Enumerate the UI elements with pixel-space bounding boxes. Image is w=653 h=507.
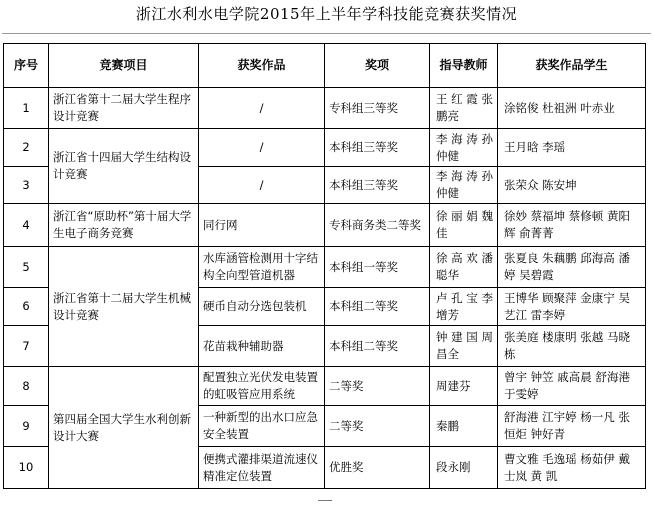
cell-no: 3 [4, 167, 49, 204]
cell-students: 张荣众 陈安坤 [498, 167, 646, 204]
cell-no: 4 [4, 204, 49, 247]
table-row [4, 129, 646, 167]
cell-teacher: 秦鹏 [430, 406, 498, 447]
cell-teacher: 王 红 霞 张鹏亮 [430, 88, 498, 129]
cell-teacher: 卢 孔 宝 李增芳 [430, 288, 498, 326]
cell-teacher: 李 海 涛 孙仲健 [430, 167, 498, 204]
cell-students: 徐妙 蔡福坤 蔡修顿 黄阳辉 俞菁菁 [498, 204, 646, 247]
cell-teacher: 段永刚 [430, 447, 498, 489]
cell-work: / [199, 88, 325, 129]
cell-work: 水库涵管检测用十字结构全向型管道机器 [199, 247, 325, 288]
header-students: 获奖作品学生 [498, 44, 646, 88]
cell-teacher: 李 海 涛 孙仲健 [430, 129, 498, 167]
cell-work: 同行网 [199, 204, 325, 247]
header-teacher: 指导教师 [430, 44, 498, 88]
cell-award: 二等奖 [325, 406, 430, 447]
cell-work: 配置独立光伏发电装置的虹吸管应用系统 [199, 367, 325, 406]
cell-no: 1 [4, 88, 49, 129]
table-row [4, 88, 646, 129]
cell-award: 专科组三等奖 [325, 88, 430, 129]
header-award: 奖项 [325, 44, 430, 88]
cell-work: 硬币自动分选包装机 [199, 288, 325, 326]
cell-no: 9 [4, 406, 49, 447]
cell-students: 张夏良 朱藕鹏 邱海高 潘婷 吴碧霞 [498, 247, 646, 288]
cell-competition: 第四届全国大学生水利创新设计大赛 [49, 367, 199, 489]
cell-teacher: 徐 高 欢 潘聪华 [430, 247, 498, 288]
header-no: 序号 [4, 44, 49, 88]
cell-work: 花苗栽种辅助器 [199, 326, 325, 367]
cell-award: 本科组三等奖 [325, 167, 430, 204]
header-work: 获奖作品 [199, 44, 325, 88]
cell-students: 王月晗 李瑶 [498, 129, 646, 167]
cell-no: 10 [4, 447, 49, 489]
cell-work: 一种新型的出水口应急安全装置 [199, 406, 325, 447]
cell-students: 涂铭俊 杜祖洲 叶赤业 [498, 88, 646, 129]
cell-competition: 浙江省“原助杯”第十届大学生电子商务竞赛 [49, 204, 199, 247]
table-row [4, 367, 646, 406]
cell-work: / [199, 167, 325, 204]
cell-no: 2 [4, 129, 49, 167]
table-row [4, 247, 646, 288]
cell-teacher: 钟 建 国 周昌全 [430, 326, 498, 367]
cell-work: 便携式灌排渠道流速仪精准定位装置 [199, 447, 325, 489]
cell-no: 5 [4, 247, 49, 288]
cell-award: 优胜奖 [325, 447, 430, 489]
cell-competition: 浙江省第十二届大学生程序设计竞赛 [49, 88, 199, 129]
cell-students: 曹文雅 毛逸瑶 杨茹伊 戴士岚 黄 凯 [498, 447, 646, 489]
page-edge-mark [318, 500, 332, 507]
header-competition: 竞赛项目 [49, 44, 199, 88]
table-header-row [4, 44, 646, 88]
title-divider [2, 33, 651, 34]
cell-award: 二等奖 [325, 367, 430, 406]
cell-work: / [199, 129, 325, 167]
cell-students: 王博华 顾聚萍 金康宁 吴艺江 雷李婷 [498, 288, 646, 326]
cell-award: 本科组二等奖 [325, 326, 430, 367]
cell-award: 本科组三等奖 [325, 129, 430, 167]
cell-teacher: 周建芬 [430, 367, 498, 406]
page-title: 浙江水利水电学院2015年上半年学科技能竞赛获奖情况 [135, 5, 518, 23]
cell-students: 曾宇 钟笠 戚高晨 舒海港 于雯婷 [498, 367, 646, 406]
cell-competition: 浙江省第十二届大学生机械设计竞赛 [49, 247, 199, 367]
cell-award: 本科组一等奖 [325, 247, 430, 288]
cell-students: 张美庭 楼康明 张越 马晓栋 [498, 326, 646, 367]
table-row [4, 204, 646, 247]
cell-no: 6 [4, 288, 49, 326]
cell-students: 舒海港 江宇婷 杨一凡 张恒炬 钟好青 [498, 406, 646, 447]
cell-no: 8 [4, 367, 49, 406]
award-table [3, 43, 646, 489]
cell-award: 专科商务类二等奖 [325, 204, 430, 247]
cell-competition: 浙江省十四届大学生结构设计竞赛 [49, 129, 199, 204]
cell-award: 本科组二等奖 [325, 288, 430, 326]
cell-no: 7 [4, 326, 49, 367]
cell-teacher: 徐 丽 娟 魏佳 [430, 204, 498, 247]
